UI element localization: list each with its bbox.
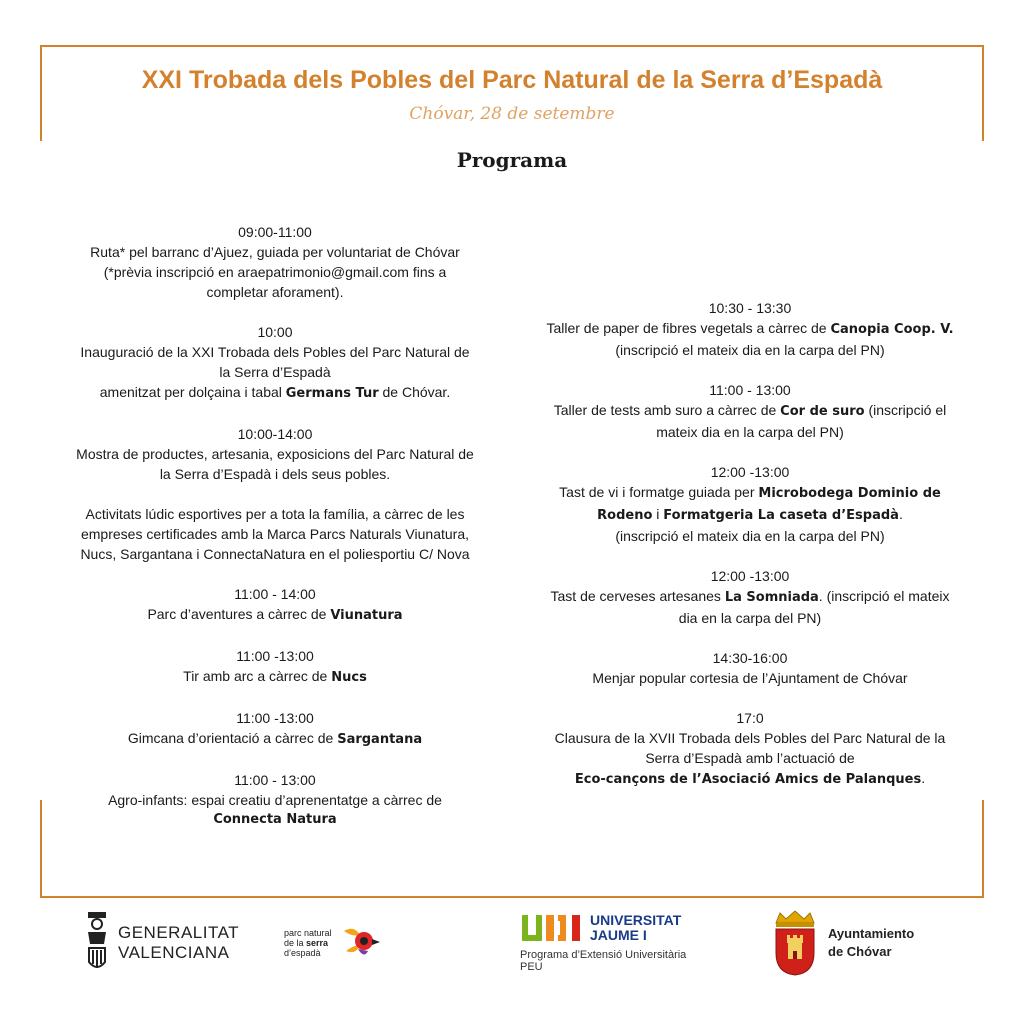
pn-line-part: de la	[284, 938, 307, 948]
event-ruta	[52, 222, 498, 302]
event-text-part: .	[921, 770, 926, 786]
event-text-part: Taller de paper de fibres vegetals a càrrec de	[546, 320, 831, 336]
event-text	[526, 504, 974, 526]
event-text-part: Tast de cerveses artesanes	[550, 588, 725, 604]
organizer-name: La Somniada	[724, 590, 819, 605]
event-gimcana	[52, 708, 498, 750]
event-time: 12:00 -13:00	[710, 568, 790, 584]
event-text	[526, 482, 974, 504]
pn-line-bold: serra	[306, 938, 329, 948]
event-text-part: amenitzat per dolçaina i tabal	[99, 384, 286, 400]
event-text-part: i	[652, 506, 664, 522]
event-time: 17:0	[736, 710, 764, 726]
organizer-name: Formatgeria La caseta d’Espadà	[663, 508, 899, 523]
event-parc-aventures	[52, 584, 498, 626]
event-mostra	[52, 424, 498, 564]
event-text: Agro-infants: espai creatiu d’aprenentatge a càrrec de	[108, 792, 442, 808]
universitat-jaume-i-logo	[520, 905, 686, 981]
event-text	[52, 728, 498, 750]
organizer-name: Nucs	[331, 670, 367, 685]
ayto-text	[828, 925, 914, 961]
gva-line: VALENCIANA	[118, 943, 230, 962]
ayto-line: Ayuntamiento	[828, 926, 915, 941]
event-taller-tests	[526, 380, 974, 442]
event-text: Ruta* pel barranc d’Ajuez, guiada per voluntariat de Chóvar	[90, 244, 460, 260]
event-text	[52, 382, 498, 404]
event-time: 12:00 -13:00	[710, 464, 790, 480]
event-text: Activitats lúdic esportives per a tota la família, a càrrec de les	[85, 506, 465, 522]
sponsor-logos	[0, 905, 1024, 985]
event-text: (*prèvia inscripció en araepatrimonio@gmail.com fins a	[103, 264, 447, 280]
organizer-name: Cor de suro	[780, 404, 865, 419]
event-tast-cerveses	[526, 566, 974, 628]
event-time: 14:30-16:00	[712, 650, 788, 666]
organizer-name: Microbodega Dominio de	[758, 486, 941, 501]
event-time: 11:00 -13:00	[236, 648, 314, 664]
event-text-part: . (inscripció el mateix	[818, 588, 950, 604]
event-text: Menjar popular cortesia de l’Ajuntament de Chóvar	[592, 670, 908, 686]
event-text-part: Tast de vi i formatge guiada per	[559, 484, 759, 500]
event-text: Inauguració de la XXI Trobada dels Pobles del Parc Natural de	[80, 344, 470, 360]
uji-row	[520, 913, 681, 943]
event-tir-arc	[52, 646, 498, 688]
event-text-part: Parc d’aventures a càrrec de	[147, 606, 331, 622]
page-subtitle: Chóvar, 28 de setembre	[409, 104, 615, 124]
event-time: 10:00-14:00	[237, 426, 313, 442]
schedule-left-column	[52, 222, 498, 850]
event-text-part: Taller de tests amb suro a càrrec de	[553, 402, 781, 418]
event-text-part: Tir amb arc a càrrec de	[183, 668, 332, 684]
generalitat-valenciana-logo	[84, 905, 239, 981]
pn-text	[284, 928, 332, 958]
pn-line: d’espadà	[284, 948, 321, 958]
ayto-line: de Chóvar	[828, 944, 892, 959]
event-text	[526, 768, 974, 790]
programa-heading: Programa	[456, 148, 568, 172]
event-menjar	[526, 648, 974, 688]
organizer-name: Connecta Natura	[213, 812, 337, 827]
organizer-name: Rodeno	[597, 508, 653, 523]
ayuntamiento-chovar-logo	[772, 905, 914, 981]
uji-subtitle	[520, 949, 686, 973]
uji-sub-line: Programa d’Extensió Universitària	[520, 949, 687, 961]
event-text	[52, 666, 498, 688]
uji-line: UNIVERSITAT	[590, 912, 682, 928]
parc-natural-logo	[284, 905, 382, 981]
event-agro-infants	[52, 770, 498, 830]
event-text: Nucs, Sargantana i ConnectaNatura en el poliesportiu C/ Nova	[80, 546, 470, 562]
event-text: mateix dia en la carpa del PN)	[656, 424, 844, 440]
event-text: Mostra de productes, artesania, exposicions del Parc Natural de	[76, 446, 474, 462]
event-time: 10:00	[257, 324, 293, 340]
event-text: empreses certificades amb la Marca Parcs Naturals Viunatura,	[80, 526, 469, 542]
organizer-name: Germans Tur	[285, 386, 379, 401]
event-time: 11:00 - 13:00	[709, 382, 791, 398]
event-text: la Serra d’Espadà	[219, 364, 331, 380]
event-time: 10:30 - 13:30	[708, 300, 792, 316]
gva-emblem-icon	[84, 910, 110, 976]
event-time: 11:00 - 14:00	[234, 586, 316, 602]
event-text-part: .	[898, 506, 903, 522]
event-time: 09:00-11:00	[238, 224, 312, 240]
pn-line: parc natural	[284, 928, 332, 938]
event-time: 11:00 -13:00	[236, 710, 314, 726]
event-text: dia en la carpa del PN)	[678, 610, 822, 626]
uji-line: JAUME I	[590, 927, 647, 943]
pn-line	[284, 938, 332, 948]
event-text: Serra d’Espadà amb l’actuació de	[645, 750, 855, 766]
uji-name	[590, 913, 681, 943]
page-title: XXI Trobada dels Pobles del Parc Natural de la Serra d’Espadà	[141, 66, 883, 94]
event-text	[526, 586, 974, 608]
coat-of-arms-icon	[772, 909, 818, 977]
event-text-part: (inscripció el	[864, 402, 947, 418]
organizer-name: Sargantana	[337, 732, 423, 747]
event-text-part: de Chóvar.	[378, 384, 451, 400]
bird-icon	[338, 921, 382, 965]
event-spacer	[52, 484, 498, 504]
event-clausura	[526, 708, 974, 790]
uji-emblem-icon	[520, 913, 584, 943]
uji-sub-line: PEU	[520, 961, 543, 973]
event-taller-paper	[526, 298, 974, 360]
event-text: (inscripció el mateix dia en la carpa del PN)	[615, 342, 885, 358]
organizer-name: Viunatura	[330, 608, 403, 623]
event-text: (inscripció el mateix dia en la carpa del PN)	[615, 528, 885, 544]
event-text: Clausura de la XVII Trobada dels Pobles del Parc Natural de la	[554, 730, 946, 746]
event-time: 11:00 - 13:00	[234, 772, 316, 788]
event-inauguracio	[52, 322, 498, 404]
event-tast-vi	[526, 462, 974, 546]
event-text	[52, 604, 498, 626]
gva-line: GENERALITAT	[118, 923, 240, 942]
schedule-right-column	[526, 298, 974, 810]
event-text: completar aforament).	[206, 284, 344, 300]
event-text-part: Gimcana d’orientació a càrrec de	[127, 730, 338, 746]
event-text	[526, 400, 974, 422]
event-text: la Serra d’Espadà i dels seus pobles.	[159, 466, 391, 482]
organizer-name: Eco-cançons de l’Asociació Amics de Palanques	[574, 772, 922, 787]
event-text	[526, 318, 974, 340]
gva-text	[118, 923, 239, 963]
organizer-name: Canopia Coop. V.	[830, 322, 954, 337]
